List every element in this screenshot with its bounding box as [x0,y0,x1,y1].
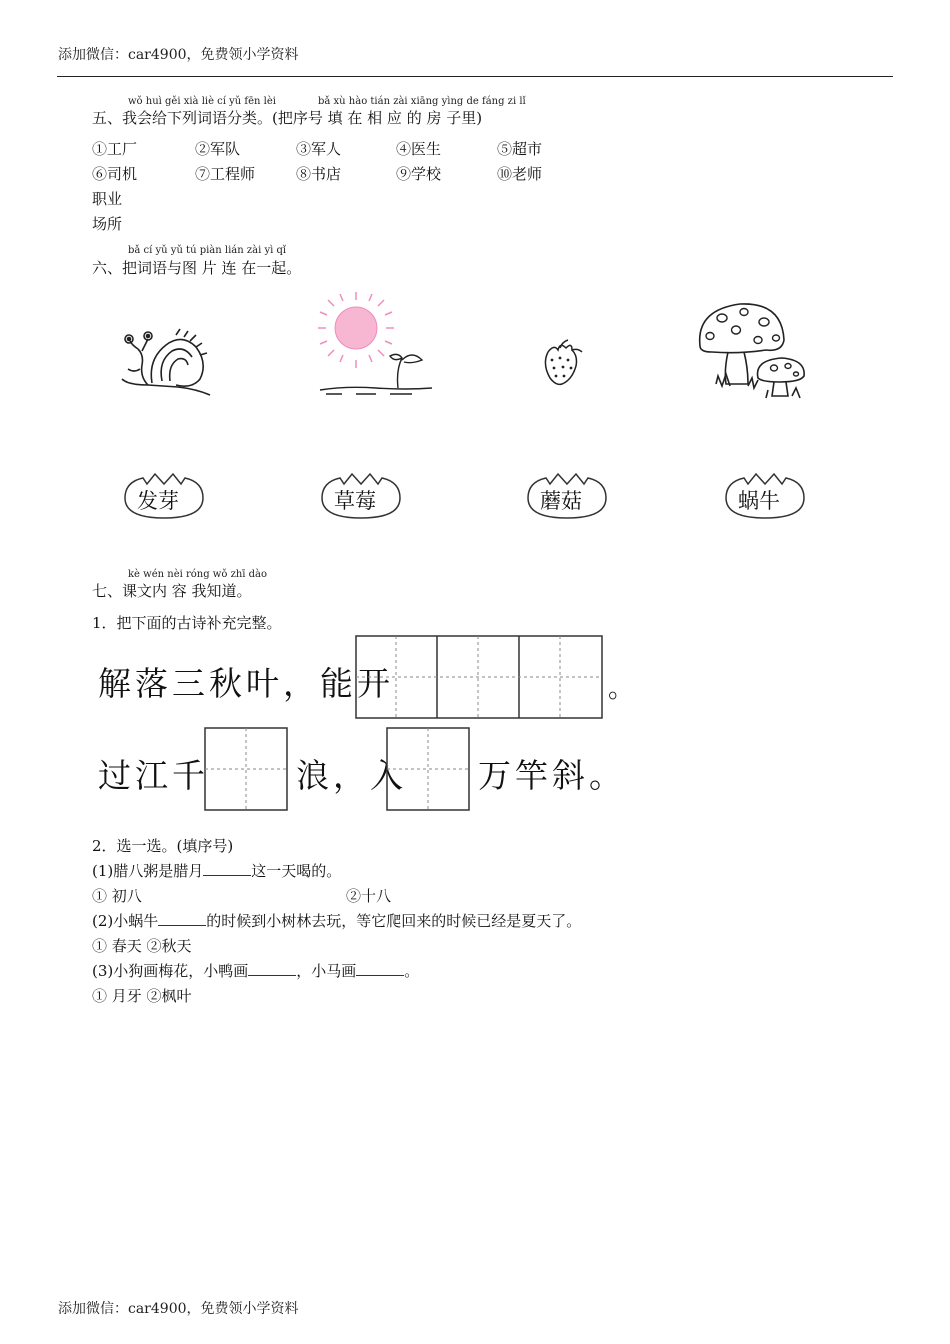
sun-sprout-picture[interactable] [316,290,434,398]
s5-option: ④医生 [396,140,442,158]
q2-3-text-a: (3)小狗画梅花，小鸭画 [92,962,249,980]
q2-1-option-2: ②十八 [346,887,392,905]
s5-option: ⑤超市 [497,140,543,158]
strawberry-picture[interactable] [538,338,586,388]
word-snail: 蜗牛 [738,489,780,513]
footer-text: 添加微信：car4900，免费领小学资料 [58,1301,299,1317]
s5-pinyin-a: wǒ huì gěi xià liè cí yǔ fēn lèi [128,96,276,107]
s7-q1: 1．把下面的古诗补充完整。 [92,614,282,632]
s5-option: ③军人 [296,140,342,158]
q2-1-option-1: ① 初八 [92,887,142,905]
poem-line2-c: 万竿斜。 [478,756,626,795]
s6-title: 六、把词语与图 片 连 在一起。 [92,259,302,277]
mushroom-picture[interactable] [696,300,810,400]
q2-2-blank[interactable] [158,912,206,926]
poem-answer-grid-1[interactable] [355,635,603,719]
q2-1-blank[interactable] [203,862,251,876]
s7-q2: 2．选一选。(填序号) [92,837,234,855]
s7-title: 七、课文内 容 我知道。 [92,582,252,600]
s5-option: ⑧书店 [296,165,342,183]
s5-option: ①工厂 [92,140,138,158]
poem-line1: 解落三秋叶，能开 [98,664,394,703]
q2-2-line [92,910,581,931]
q2-3-blank-2[interactable] [356,962,404,976]
q2-3-text-b: ，小马画 [296,962,357,980]
s5-option: ⑨学校 [396,165,442,183]
snail-picture[interactable] [118,325,214,399]
q2-1-text-b: 这一天喝的。 [251,862,342,880]
word-strawberry: 草莓 [334,489,376,513]
q2-2-text-a: (2)小蜗牛 [92,912,159,930]
q2-3-options: ① 月牙 ②枫叶 [92,987,192,1005]
poem-line2-b: 浪，入 [296,756,407,795]
word-bud: 发芽 [137,489,179,513]
s5-title: 五、我会给下列词语分类。(把序号 填 在 相 应 的 房 子里) [92,109,483,127]
s5-pinyin-b: bǎ xù hào tián zài xiāng yìng de fáng zi lǐ [318,96,526,107]
header-text: 添加微信：car4900，免费领小学资料 [58,47,299,63]
poem-line1-end: 。 [608,674,639,704]
poem-line2-a: 过江千 [98,756,209,795]
q2-1-text-a: (1)腊八粥是腊月 [92,862,204,880]
s5-option: ②军队 [195,140,241,158]
q2-3-blank-1[interactable] [248,962,296,976]
s5-category-occupation: 职业 [92,190,123,208]
s5-option: ⑦工程师 [195,165,256,183]
s7-pinyin: kè wén nèi róng wǒ zhī dào [128,569,268,580]
header-rule [57,76,893,77]
s5-category-place: 场所 [92,215,123,233]
q2-1-line [92,860,341,881]
q2-3-text-c: 。 [404,962,420,980]
word-mushroom: 蘑菇 [540,489,582,513]
q2-2-options: ① 春天 ②秋天 [92,937,192,955]
s6-pinyin: bǎ cí yǔ yǔ tú piàn lián zài yì qǐ [128,245,287,256]
s5-option: ⑥司机 [92,165,138,183]
s5-option: ⑩老师 [497,165,543,183]
poem-answer-grid-3[interactable] [386,727,470,811]
poem-answer-grid-2[interactable] [204,727,288,811]
q2-3-line [92,960,419,981]
q2-2-text-b: 的时候到小树林去玩，等它爬回来的时候已经是夏天了。 [206,912,582,930]
